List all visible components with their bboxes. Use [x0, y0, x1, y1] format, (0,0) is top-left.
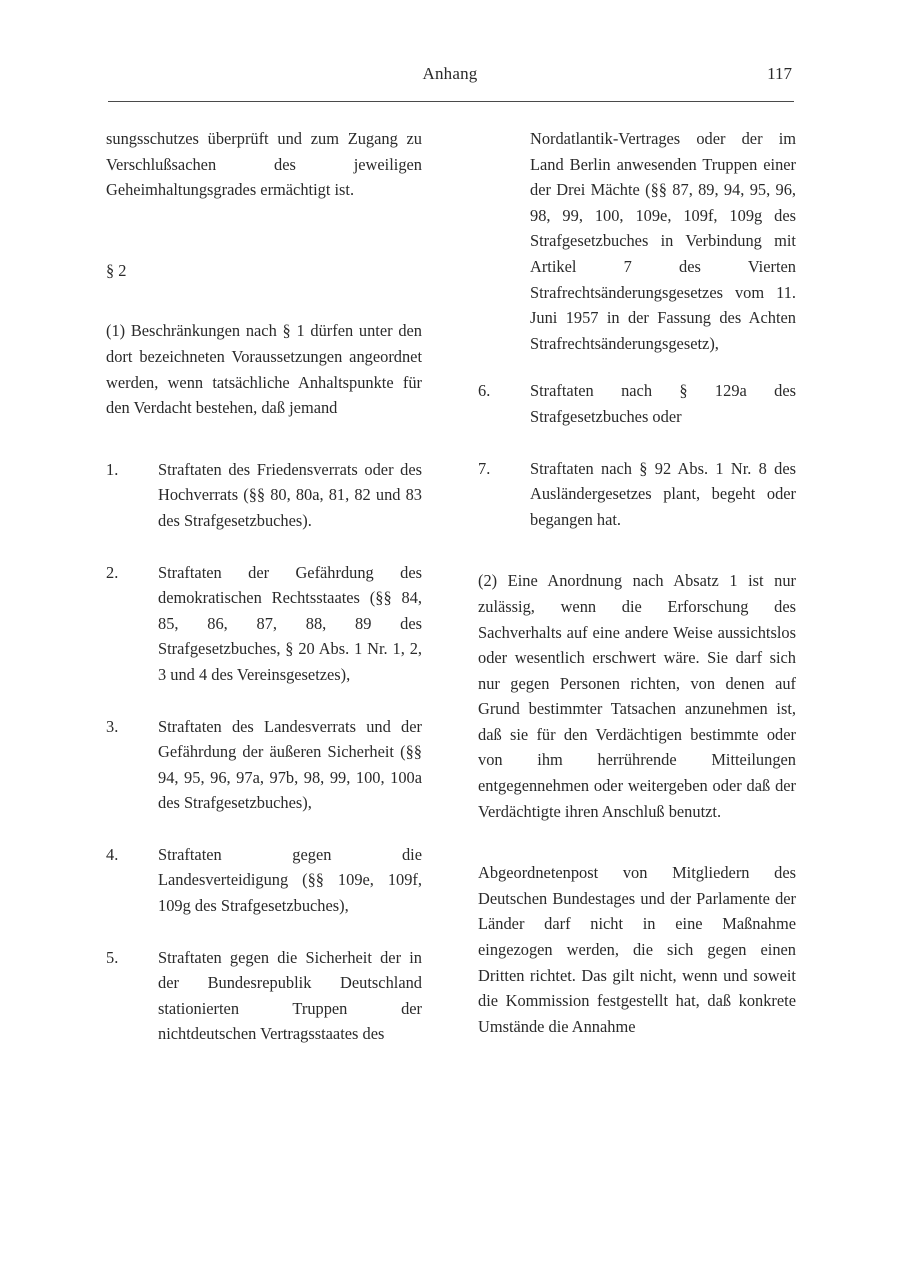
- list-item-7: [478, 456, 796, 533]
- list-item-2: [106, 560, 422, 688]
- running-title: Anhang: [422, 64, 478, 83]
- list-item-number: 1.: [106, 459, 119, 479]
- list-item-text: Straftaten nach § 129a des Strafgesetzbuches oder: [530, 381, 796, 426]
- paragraph-2: (2) Eine Anordnung nach Absatz 1 ist nur zulässig, wenn die Erforschung des Sachverhalts auf eine andere Weise aussichtslos oder wesentlich erschwert wäre. Sie darf sich nur gegen Personen richten, von denen auf Grund bestimmter Tatsachen anzunehmen ist, daß sie für den Verdächtigen bestimmte oder von ihm herrührende Mitteilungen entgegennehmen oder weitergeben oder daß der Verdächtigte ihren Anschluß benutzt.: [478, 571, 796, 821]
- header-rule: [108, 101, 794, 102]
- list-item-6: [478, 378, 796, 429]
- list-item-text: Straftaten nach § 92 Abs. 1 Nr. 8 des Ausländergesetzes plant, begeht oder begangen hat.: [530, 458, 796, 529]
- list-item-text: Straftaten des Landesverrats und der Gefährdung der äußeren Sicherheit (§§ 94, 95, 96, 97a, 97b, 98, 99, 100, 100a des Strafgesetzbuches),: [158, 716, 422, 813]
- list-item-number: 5.: [106, 947, 119, 967]
- paragraph-1: (1) Beschränkungen nach § 1 dürfen unter den dort bezeichneten Voraussetzungen angeordnet werden, wenn tatsächliche Anhaltspunkte für den Verdacht bestehen, daß jemand: [106, 321, 422, 418]
- list-item-5-continuation: [478, 126, 796, 356]
- right-column: [478, 126, 796, 1039]
- list-item-1: [106, 457, 422, 534]
- list-item-number: 4.: [106, 844, 119, 864]
- left-column: [106, 126, 422, 1047]
- list-item-number: 3.: [106, 716, 119, 736]
- list-item-5: [106, 945, 422, 1047]
- list-item-text: Straftaten gegen die Sicherheit der in der Bundesrepublik Deutschland stationierten Truppen der nichtdeutschen Vertragsstaates des: [158, 947, 422, 1044]
- list-item-number: 7.: [478, 458, 491, 478]
- page-number: 117: [767, 64, 792, 83]
- list-item-number: 6.: [478, 381, 491, 401]
- intro-text: sungsschutzes überprüft und zum Zugang zu Verschlußsachen des jeweiligen Geheimhaltungsgrades ermächtigt ist.: [106, 129, 422, 200]
- list-item-text: Straftaten des Friedensverrats oder des Hochverrats (§§ 80, 80a, 81, 82 und 83 des Strafgesetzbuches).: [158, 459, 422, 530]
- section-heading: § 2: [106, 260, 127, 280]
- list-item-number: 2.: [106, 562, 119, 582]
- paragraph-3: Abgeordnetenpost von Mitgliedern des Deutschen Bundestages und der Parlamente der Länder darf nicht in eine Maßnahme eingezogen werden, die sich gegen einen Dritten richtet. Das gilt nicht, wenn und soweit die Kommission festgestellt hat, daß konkrete Umstände die Annahme: [478, 863, 796, 1036]
- list-item-3: [106, 714, 422, 816]
- list-item-text: Straftaten der Gefährdung des demokratischen Rechtsstaates (§§ 84, 85, 86, 87, 88, 89 des Strafgesetzbuches, § 20 Abs. 1 Nr. 1, 2, 3 und 4 des Vereinsgesetzes),: [158, 562, 422, 684]
- list-item-4: [106, 842, 422, 919]
- list-item-text: Straftaten gegen die Landesverteidigung (§§ 109e, 109f, 109g des Strafgesetzbuches),: [158, 844, 422, 916]
- list-item-text: Nordatlantik-Vertrages oder der im Land Berlin anwesenden Truppen einer der Drei Mächte (§§ 87, 89, 94, 95, 96, 98, 99, 100, 109e, 109f, 109g des Strafgesetzbuches in Verbindung mit Artikel 7 des Vierten Strafrechtsänderungsgesetzes vom 11. Juni 1957 in der Fassung des Achten Strafrechtsänderungsgesetz),: [530, 129, 796, 353]
